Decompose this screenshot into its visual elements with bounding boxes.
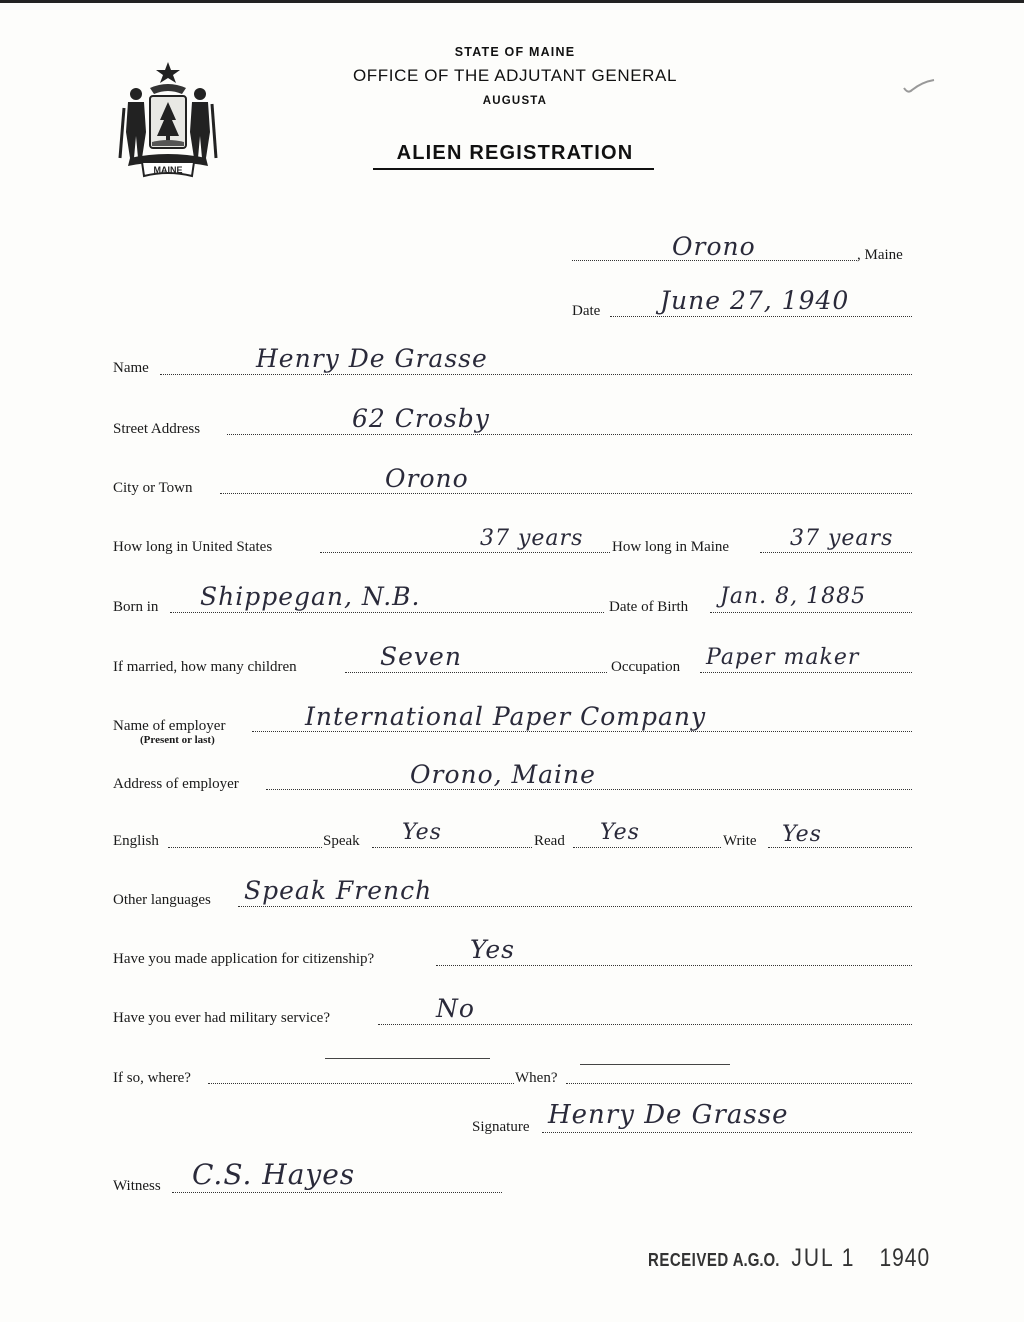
write-label: Write — [723, 833, 757, 849]
svg-text:MAINE: MAINE — [153, 165, 183, 175]
english-dotted-line — [168, 847, 322, 848]
header-city: AUGUSTA — [482, 95, 548, 107]
place-suffix: , Maine — [857, 247, 903, 263]
born-in-dotted-line — [170, 612, 604, 613]
header-state: STATE OF MAINE — [454, 45, 576, 59]
name-label: Name — [113, 360, 149, 376]
when-dotted-line — [566, 1083, 912, 1084]
employer-address-dotted-line — [266, 789, 912, 790]
employer-address-value: Orono, Maine — [410, 760, 596, 789]
other-languages-label: Other languages — [113, 892, 211, 908]
employer-address-label: Address of employer — [113, 776, 239, 792]
stamp-office: A.G.O. — [732, 1250, 780, 1271]
maine-seal-icon — [112, 58, 224, 180]
how-long-maine-label: How long in Maine — [612, 539, 730, 555]
occupation-value: Paper maker — [706, 645, 860, 670]
how-long-us-label: How long in United States — [113, 539, 273, 555]
top-border — [0, 0, 1024, 3]
how-long-us-value: 37 years — [480, 526, 584, 551]
name-dotted-line — [160, 374, 912, 375]
employer-label: Name of employer — [113, 718, 226, 734]
stamp-received: RECEIVED — [648, 1250, 729, 1271]
form-title: ALIEN REGISTRATION — [396, 142, 634, 164]
citizenship-value: Yes — [470, 935, 515, 964]
received-stamp — [648, 1245, 930, 1274]
city-dotted-line — [220, 493, 912, 494]
born-in-value: Shippegan, N.B. — [200, 582, 421, 611]
employer-value: International Paper Company — [305, 702, 707, 731]
children-dotted-line — [345, 672, 607, 673]
signature-label: Signature — [472, 1119, 530, 1135]
name-value: Henry De Grasse — [256, 344, 488, 373]
other-languages-value: Speak French — [244, 876, 433, 905]
military-dotted-line — [378, 1024, 912, 1025]
born-in-label: Born in — [113, 599, 159, 615]
header-office: OFFICE OF THE ADJUTANT GENERAL — [352, 66, 678, 85]
dob-value: Jan. 8, 1885 — [720, 584, 867, 609]
other-languages-dotted-line — [238, 906, 912, 907]
speak-label: Speak — [323, 833, 360, 849]
witness-label: Witness — [113, 1178, 161, 1194]
witness-dotted-line — [172, 1192, 502, 1193]
occupation-label: Occupation — [611, 659, 681, 675]
write-value: Yes — [782, 822, 822, 847]
street-dotted-line — [227, 434, 912, 435]
children-value: Seven — [380, 642, 462, 671]
date-label: Date — [572, 303, 601, 319]
children-label: If married, how many children — [113, 659, 297, 675]
stamp-year: 1940 — [879, 1244, 931, 1273]
stamp-date: JUL 1 — [791, 1244, 856, 1273]
english-label: English — [113, 833, 159, 849]
occupation-dotted-line — [700, 672, 912, 673]
when-label: When? — [515, 1070, 558, 1086]
speak-value: Yes — [402, 820, 442, 845]
read-dotted-line — [573, 847, 721, 848]
employer-dotted-line — [252, 731, 912, 732]
where-label: If so, where? — [113, 1070, 191, 1086]
witness-value: C.S. Hayes — [192, 1158, 356, 1191]
how-long-maine-value: 37 years — [790, 526, 894, 551]
how-long-us-dotted-line — [320, 552, 610, 553]
military-value: No — [436, 994, 475, 1023]
when-dash-mark — [580, 1064, 730, 1065]
place-value: Orono — [672, 232, 756, 261]
read-value: Yes — [600, 820, 640, 845]
dob-label: Date of Birth — [609, 599, 689, 615]
military-label: Have you ever had military service? — [113, 1010, 330, 1026]
write-dotted-line — [768, 847, 912, 848]
signature-dotted-line — [542, 1132, 912, 1133]
signature-value: Henry De Grasse — [548, 1100, 789, 1130]
street-label: Street Address — [113, 421, 201, 437]
employer-sublabel: (Present or last) — [140, 734, 215, 746]
where-dash-mark — [325, 1058, 490, 1059]
where-dotted-line — [208, 1083, 514, 1084]
read-label: Read — [534, 833, 565, 849]
how-long-maine-dotted-line — [760, 552, 912, 553]
dob-dotted-line — [710, 612, 912, 613]
title-underline — [373, 168, 654, 170]
street-value: 62 Crosby — [352, 404, 490, 433]
date-dotted-line — [610, 316, 912, 317]
date-value: June 27, 1940 — [660, 286, 850, 315]
speak-dotted-line — [372, 847, 532, 848]
citizenship-dotted-line — [436, 965, 912, 966]
check-mark-icon — [902, 78, 936, 98]
city-label: City or Town — [113, 480, 193, 496]
citizenship-label: Have you made application for citizenship? — [113, 951, 375, 967]
city-value: Orono — [385, 464, 469, 493]
